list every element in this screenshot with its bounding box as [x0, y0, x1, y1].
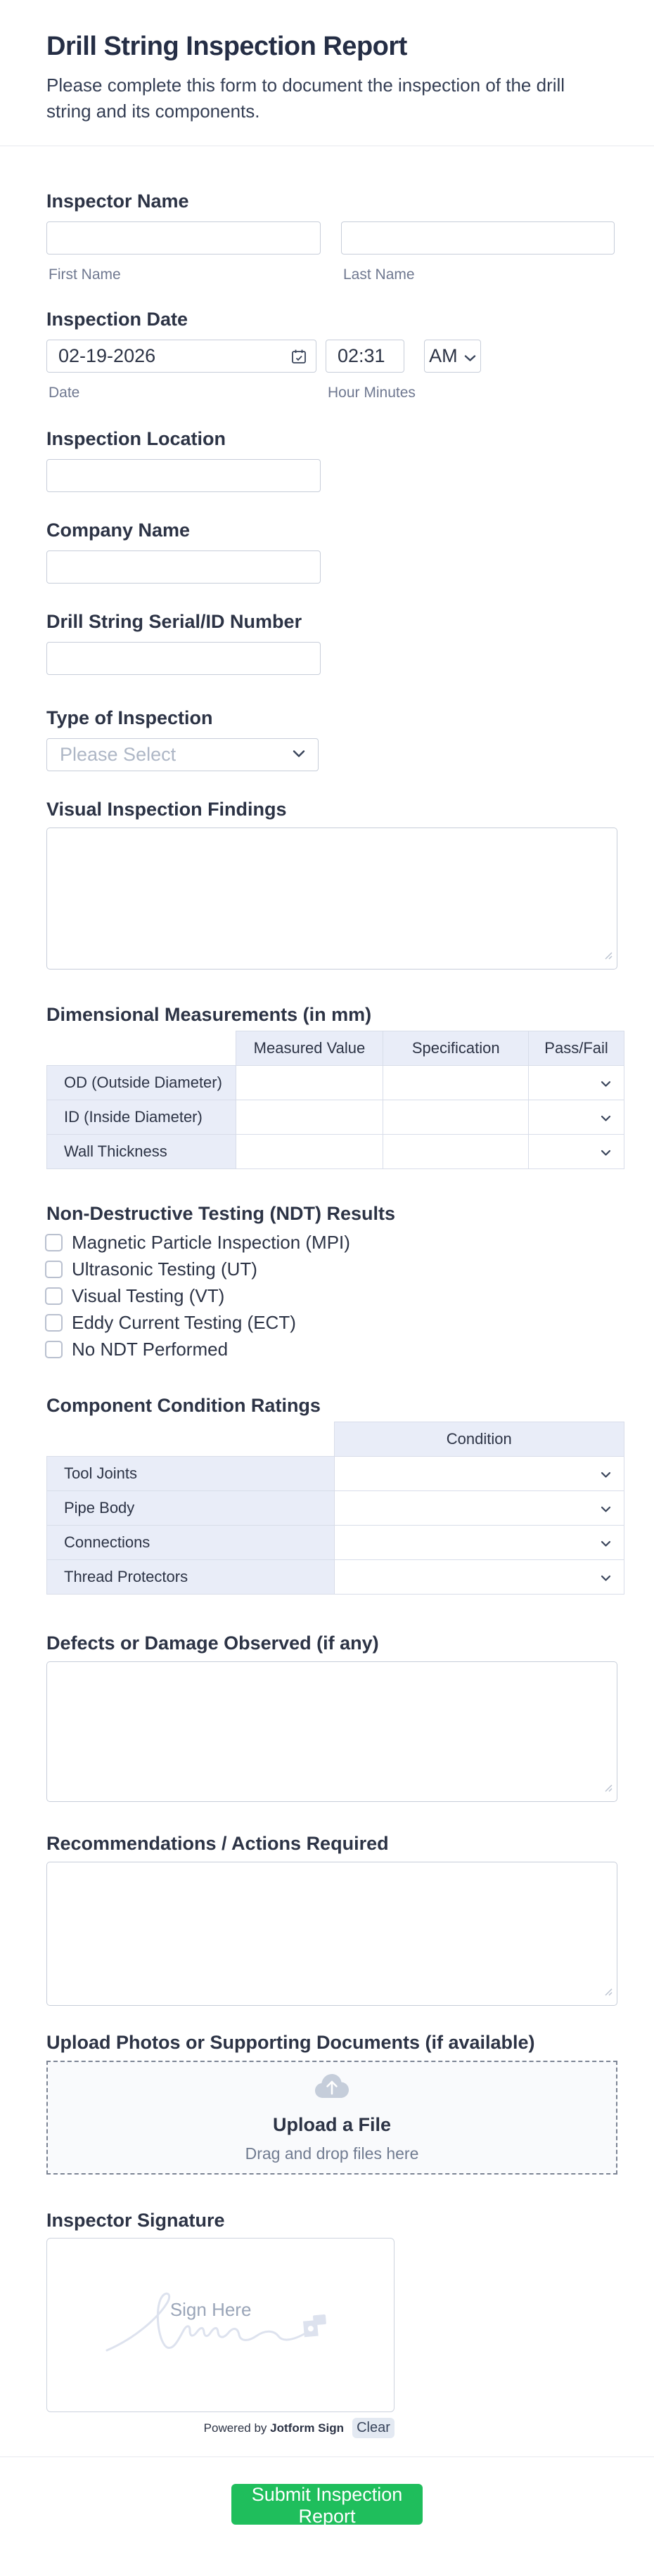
sign-here-placeholder: Sign Here	[169, 2299, 252, 2320]
footer-divider	[0, 2456, 654, 2457]
calendar-icon[interactable]	[291, 349, 307, 364]
form-header	[0, 0, 654, 124]
visual-findings-label: Visual Inspection Findings	[46, 799, 287, 820]
field-inspection-date	[46, 308, 624, 402]
row-header: Tool Joints	[47, 1457, 335, 1491]
no-ndt-checkbox[interactable]	[45, 1341, 63, 1358]
file-dropzone[interactable]	[46, 2061, 617, 2175]
upload-button-text: Upload a File	[272, 2113, 392, 2135]
ndt-results-label: Non-Destructive Testing (NDT) Results	[46, 1203, 396, 1224]
condition-select[interactable]	[334, 1491, 624, 1526]
measurement-table-label: Dimensional Measurements (in mm)	[46, 1004, 372, 1025]
mpi-checkbox[interactable]	[45, 1234, 63, 1251]
field-type-of-inspection	[46, 707, 624, 771]
specification-cell[interactable]	[383, 1066, 529, 1100]
field-condition-table	[46, 1394, 624, 1595]
checkbox-label: Visual Testing (VT)	[72, 1285, 225, 1306]
inspection-date-label: Inspection Date	[46, 309, 188, 330]
recommendations-textarea[interactable]	[46, 1862, 617, 2006]
checkbox-option	[46, 1234, 624, 1251]
checkbox-label: Magnetic Particle Inspection (MPI)	[72, 1232, 350, 1253]
date-input[interactable]	[46, 340, 316, 373]
ect-checkbox[interactable]	[45, 1314, 63, 1332]
time-sublabel: Hour Minutes	[328, 385, 416, 401]
chevron-down-icon	[293, 749, 305, 761]
page-title: Drill String Inspection Report	[46, 32, 407, 61]
chevron-down-icon	[601, 1464, 611, 1483]
checkbox-label: No NDT Performed	[72, 1339, 229, 1360]
measured-value-cell[interactable]	[236, 1100, 383, 1135]
checkbox-option	[46, 1287, 624, 1305]
measured-value-cell[interactable]	[236, 1066, 383, 1100]
column-header: Pass/Fail	[529, 1031, 624, 1066]
signature-pad[interactable]	[46, 2238, 395, 2412]
condition-table	[46, 1422, 624, 1595]
powered-by-text: Powered by Jotform Sign	[203, 2421, 344, 2435]
row-header: OD (Outside Diameter)	[47, 1066, 236, 1100]
measured-value-cell[interactable]	[236, 1135, 383, 1169]
ut-checkbox[interactable]	[45, 1261, 63, 1278]
checkbox-option	[46, 1341, 624, 1358]
checkbox-label: Ultrasonic Testing (UT)	[72, 1258, 257, 1280]
upload-cloud-icon	[314, 2073, 350, 2104]
chevron-down-icon	[464, 345, 476, 367]
measurement-table	[46, 1031, 624, 1169]
table-row	[47, 1100, 624, 1135]
first-name-sublabel: First Name	[49, 266, 121, 283]
date-sublabel: Date	[49, 385, 80, 401]
field-measurement-table	[46, 1003, 624, 1169]
recommendations-label: Recommendations / Actions Required	[46, 1833, 389, 1854]
serial-number-input[interactable]	[46, 642, 321, 675]
first-name-input[interactable]	[46, 221, 321, 255]
company-name-input[interactable]	[46, 550, 321, 584]
condition-table-label: Component Condition Ratings	[46, 1395, 321, 1416]
chevron-down-icon	[601, 1568, 611, 1586]
table-row	[47, 1135, 624, 1169]
table-row	[47, 1526, 624, 1560]
bottom-padding	[0, 2525, 654, 2560]
row-header: Pipe Body	[47, 1491, 335, 1526]
table-row	[47, 1457, 624, 1491]
field-defects	[46, 1632, 624, 1802]
pass-fail-select[interactable]	[529, 1066, 624, 1100]
table-row	[47, 1560, 624, 1595]
page-subtitle: Please complete this form to document the inspection of the drill string and its components.	[46, 75, 565, 122]
defects-label: Defects or Damage Observed (if any)	[46, 1632, 379, 1654]
field-serial-number	[46, 610, 624, 675]
checkbox-label: Eddy Current Testing (ECT)	[72, 1312, 296, 1333]
jotform-sign-brand: Jotform Sign	[270, 2421, 344, 2435]
upload-label: Upload Photos or Supporting Documents (if available)	[46, 2032, 535, 2053]
signature-label: Inspector Signature	[46, 2210, 225, 2231]
specification-cell[interactable]	[383, 1135, 529, 1169]
vt-checkbox[interactable]	[45, 1287, 63, 1305]
pen-nib-icon	[295, 2306, 331, 2343]
pass-fail-select[interactable]	[529, 1100, 624, 1135]
specification-cell[interactable]	[383, 1100, 529, 1135]
serial-number-label: Drill String Serial/ID Number	[46, 611, 302, 632]
column-header: Condition	[334, 1422, 624, 1457]
row-header: Connections	[47, 1526, 335, 1560]
field-upload	[46, 2031, 624, 2175]
condition-select[interactable]	[334, 1457, 624, 1491]
last-name-input[interactable]	[341, 221, 615, 255]
chevron-down-icon	[601, 1142, 611, 1161]
submit-button[interactable]: Submit Inspection Report	[231, 2484, 423, 2525]
company-name-label: Company Name	[46, 520, 191, 541]
inspector-name-label: Inspector Name	[46, 191, 189, 212]
checkbox-option	[46, 1314, 624, 1332]
inspection-location-input[interactable]	[46, 459, 321, 492]
field-inspector-name	[46, 190, 624, 284]
row-header: Wall Thickness	[47, 1135, 236, 1169]
condition-select[interactable]	[334, 1526, 624, 1560]
time-input[interactable]	[326, 340, 404, 373]
field-signature	[46, 2209, 624, 2438]
table-row	[47, 1491, 624, 1526]
table-corner-cell	[47, 1422, 335, 1457]
type-of-inspection-label: Type of Inspection	[46, 707, 213, 728]
row-header: Thread Protectors	[47, 1560, 335, 1595]
field-ndt-results	[46, 1202, 624, 1358]
pass-fail-select[interactable]	[529, 1135, 624, 1169]
chevron-down-icon	[601, 1499, 611, 1517]
checkbox-option	[46, 1258, 624, 1280]
type-of-inspection-select[interactable]	[46, 738, 319, 771]
signature-footer	[46, 2418, 395, 2438]
chevron-down-icon	[601, 1533, 611, 1552]
form-body	[0, 190, 654, 2438]
chevron-down-icon	[601, 1108, 611, 1126]
field-recommendations	[46, 1832, 624, 2006]
table-row	[47, 1066, 624, 1100]
ampm-select[interactable]	[424, 340, 481, 373]
row-header: ID (Inside Diameter)	[47, 1100, 236, 1135]
condition-select[interactable]	[334, 1560, 624, 1595]
field-visual-findings	[46, 798, 624, 970]
visual-findings-textarea[interactable]	[46, 827, 617, 970]
last-name-sublabel: Last Name	[343, 266, 415, 283]
column-header: Measured Value	[236, 1031, 383, 1066]
defects-textarea[interactable]	[46, 1661, 617, 1802]
signature-watermark	[47, 2239, 394, 2411]
table-corner-cell	[47, 1031, 236, 1066]
clear-signature-button[interactable]: Clear	[352, 2418, 395, 2438]
column-header: Specification	[383, 1031, 529, 1066]
field-company-name	[46, 519, 624, 584]
select-placeholder: Please Select	[60, 744, 177, 765]
chevron-down-icon	[601, 1074, 611, 1092]
inspection-location-label: Inspection Location	[46, 428, 226, 449]
upload-hint: Drag and drop files here	[245, 2144, 419, 2163]
ampm-value: AM	[429, 345, 458, 366]
field-inspection-location	[46, 427, 624, 492]
